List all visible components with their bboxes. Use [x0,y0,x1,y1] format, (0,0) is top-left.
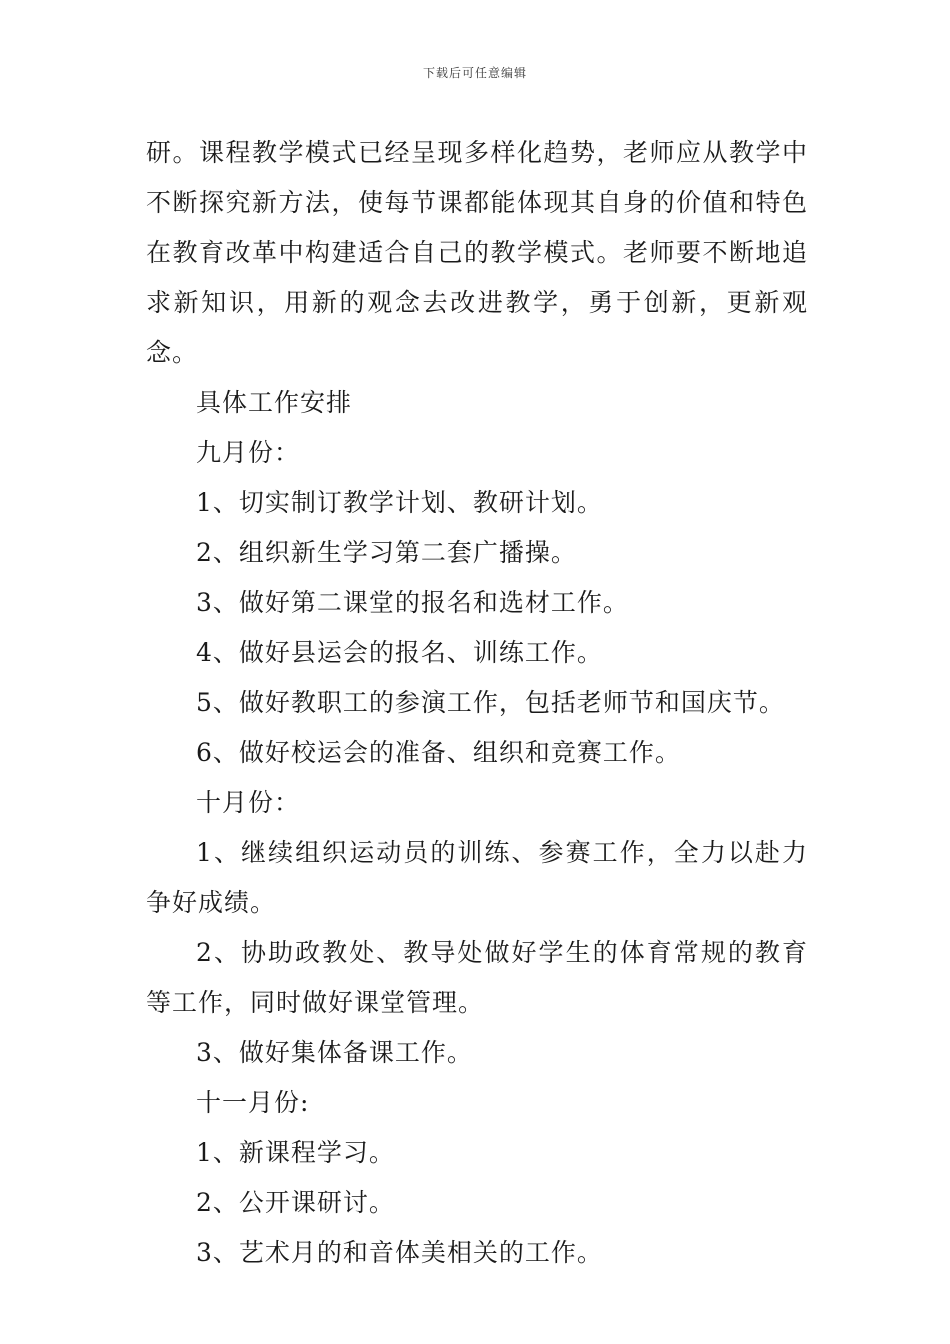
list-item: 1、继续组织运动员的训练、参赛工作，全力以赴力争好成绩。 [146,838,808,917]
list-item: 2、协助政教处、教导处做好学生的体育常规的教育等工作，同时做好课堂管理。 [146,938,808,1017]
list-item: 6、做好校运会的准备、组织和竞赛工作。 [196,738,681,767]
paragraph-intro: 研。课程教学模式已经呈现多样化趋势，老师应从教学中不断探究新方法，使每节课都能体现其自身的价值和特色在教育改革中构建适合自己的教学模式。老师要不断地追求新知识，用新的观念去改进教学，勇于创新，更新观念。 [146,138,808,367]
month-heading-november: 十一月份: [196,1088,310,1117]
list-item: 3、做好第二课堂的报名和选材工作。 [196,588,629,617]
page-header: 下载后可任意编辑 [422,66,527,80]
list-item: 5、做好教职工的参演工作，包括老师节和国庆节。 [196,688,785,717]
list-item: 1、切实制订教学计划、教研计划。 [196,488,603,517]
list-item: 1、新课程学习。 [196,1138,395,1167]
section-heading: 具体工作安排 [196,388,353,417]
list-item: 3、艺术月的和音体美相关的工作。 [196,1238,603,1267]
month-heading-october: 十月份： [196,788,301,817]
list-item: 2、组织新生学习第二套广播操。 [196,538,577,567]
list-item: 2、公开课研讨。 [196,1188,395,1217]
list-item: 3、做好集体备课工作。 [196,1038,473,1067]
document-body [146,128,808,1278]
list-item: 4、做好县运会的报名、训练工作。 [196,638,603,667]
month-heading-september: 九月份： [196,438,301,467]
